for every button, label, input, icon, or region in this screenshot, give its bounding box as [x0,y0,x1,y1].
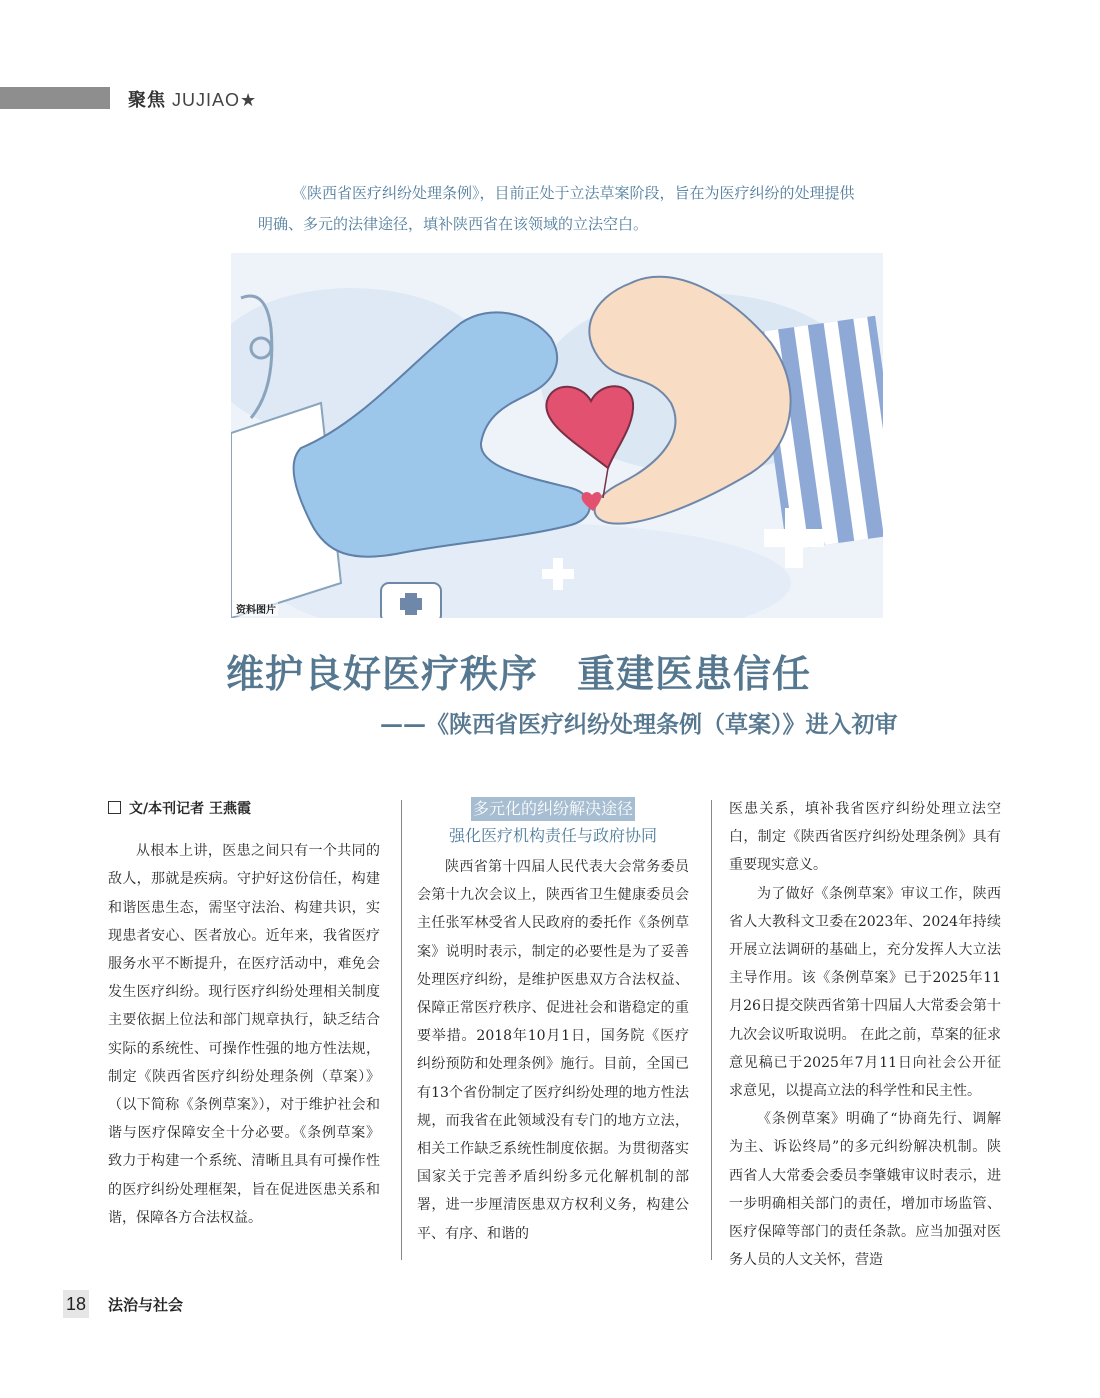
text-column-2 [417,795,689,1248]
article-subtitle: ——《陕西省医疗纠纷处理条例（草案）》进入初审 [380,711,898,738]
section-label-cn: 聚焦 [128,90,166,111]
article-title: 维护良好医疗秩序 重建医患信任 [226,652,812,696]
text-column-1 [108,795,380,1232]
square-icon [108,801,121,814]
byline-text: 文/本刊记者 王燕霞 [129,801,251,817]
text-column-3 [729,795,1001,1274]
image-caption: 资料图片 [234,601,278,616]
hands-heart-illustration [231,253,883,618]
lead-paragraph: 《陕西省医疗纠纷处理条例》，目前正处于立法草案阶段，旨在为医疗纠纷的处理提供明确、多元的法律途径，填补陕西省在该领域的立法空白。 [258,184,855,233]
paragraph: 为了做好《条例草案》审议工作，陕西省人大教科文卫委在2023年、2024年持续开展立法调研的基础上，充分发挥人大立法主导作用。该《条例草案》已于2025年11月26日提交陕西省第十四届人大常委会第十九次会议听取说明。 在此之前，草案的征求意见稿已于2025年7月11日向社会公开征求意见，以提高立法的科学性和民主性。 [729,885,1001,1100]
article-illustration [231,253,883,618]
section-bar [0,87,110,109]
subheading-secondary: 强化医疗机构责任与政府协同 [448,826,657,845]
byline [108,795,380,823]
subheading-primary: 多元化的纠纷解决途径 [471,797,635,821]
paragraph: 医患关系，填补我省医疗纠纷处理立法空白，制定《陕西省医疗纠纷处理条例》具有重要现实意义。 [729,801,1001,874]
paragraph: 陕西省第十四届人民代表大会常务委员会第十九次会议上，陕西省卫生健康委员会主任张军林受省人民政府的委托作《条例草案》说明时表示，制定的必要性是为了妥善处理医疗纠纷，是维护医患双方合法权益、保障正常医疗秩序、促进社会和谐稳定的重要举措。2018年10月1日，国务院《医疗纠纷预防和处理条例》施行。目前，全国已有13个省份制定了医疗纠纷处理的地方性法规，而我省在此领域没有专门的地方立法，相关工作缺乏系统性制度依据。为贯彻落实国家关于完善矛盾纠纷多元化解机制的部署，进一步厘清医患双方权利义务，构建公平、有序、和谐的 [417,859,689,1242]
column-divider [401,800,402,1260]
section-label [128,86,257,112]
column-divider [711,800,712,1260]
paragraph: 从根本上讲，医患之间只有一个共同的敌人，那就是疾病。守护好这份信任，构建和谐医患生态，需坚守法治、构建共识，实现患者安心、医者放心。近年来，我省医疗服务水平不断提升，在医疗活动中，难免会发生医疗纠纷。现行医疗纠纷处理相关制度主要依据上位法和部门规章执行，缺乏结合实际的系统性、可操作性强的地方性法规，制定《陕西省医疗纠纷处理条例（草案）》（以下简称《条例草案》），对于维护社会和谐与医疗保障安全十分必要。《条例草案》致力于构建一个系统、清晰且具有可操作性的医疗纠纷处理框架，旨在促进医患关系和谐，保障各方合法权益。 [108,843,380,1226]
magazine-title: 法治与社会 [108,1296,184,1314]
section-label-en: JUJIAO★ [172,90,258,110]
paragraph: 《条例草案》明确了“协商先行、调解为主、诉讼终局”的多元纠纷解决机制。陕西省人大常委会委员李肇娥审议时表示，进一步明确相关部门的责任，增加市场监管、医疗保障等部门的责任条款。应当加强对医务人员的人文关怀，营造 [729,1111,1001,1269]
page-number: 18 [63,1290,89,1318]
